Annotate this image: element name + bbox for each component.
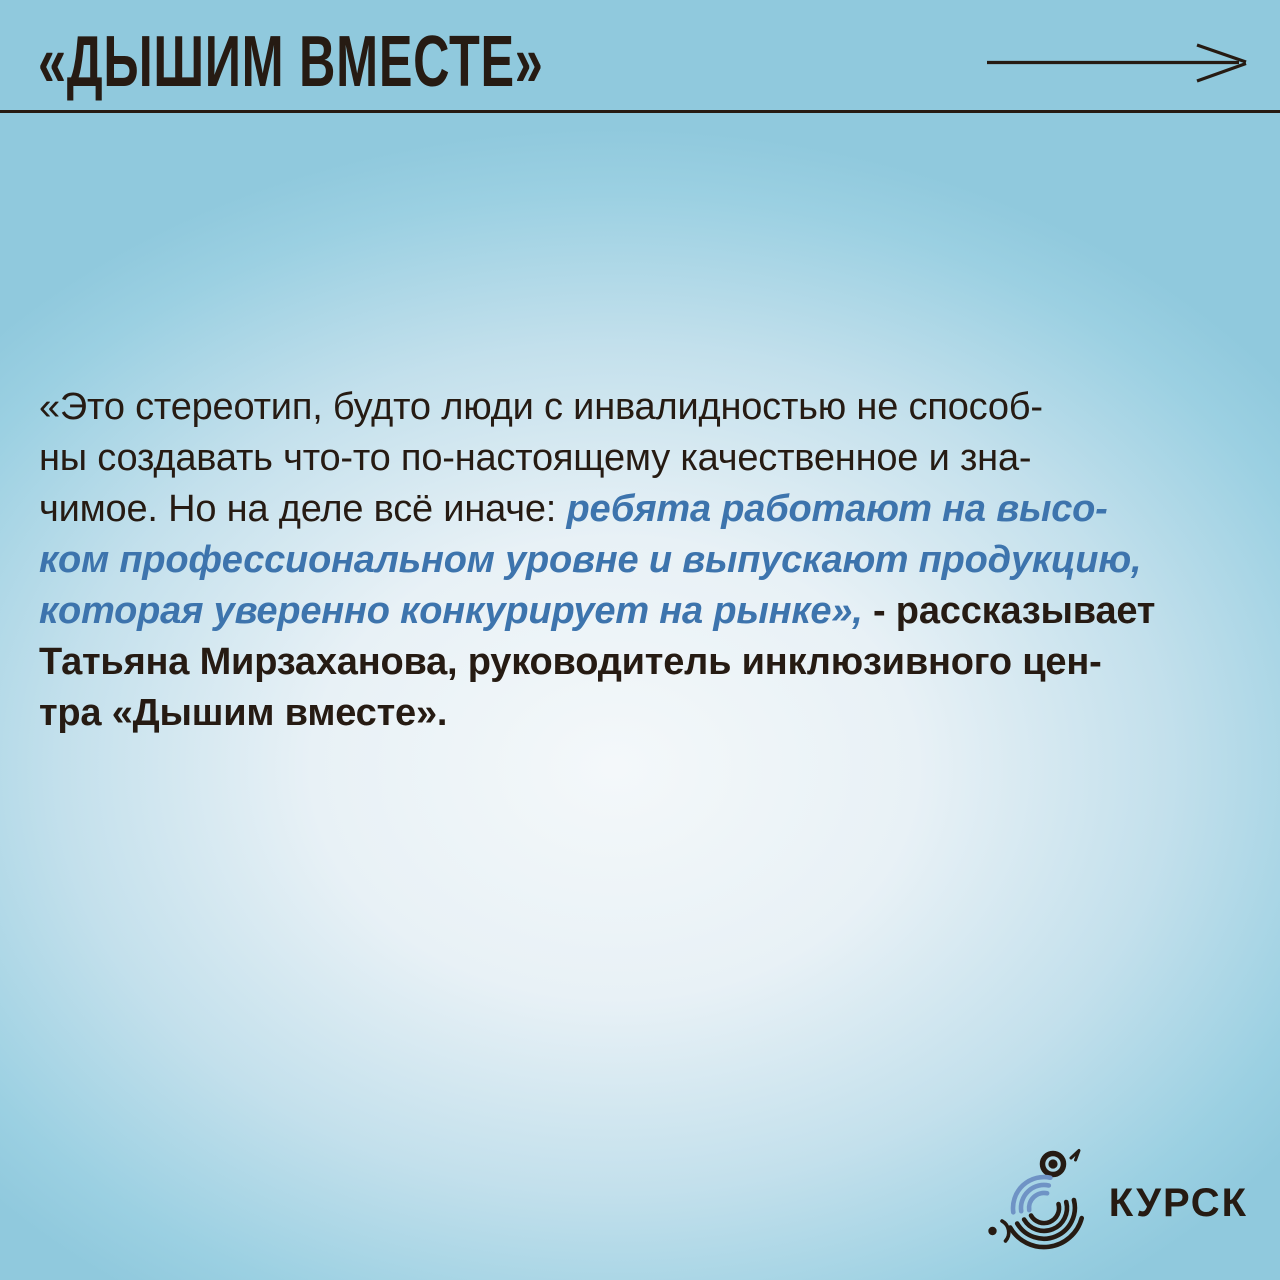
quote-segment-accent: ребята работают на высо- xyxy=(566,488,1108,530)
quote-segment-accent: ком профессиональном уровне и выпускают продукцию, xyxy=(39,539,1142,581)
quote-line xyxy=(39,535,1254,586)
nightingale-soundwaves-icon xyxy=(987,1142,1099,1260)
quote-line xyxy=(39,484,1254,535)
quote-text xyxy=(39,382,1254,739)
page-title: «ДЫШИМ ВМЕСТЕ» xyxy=(38,22,544,102)
quote-segment-bold: - рассказывает xyxy=(862,590,1156,632)
quote-line xyxy=(39,433,1254,484)
logo xyxy=(987,1142,1248,1260)
quote-line xyxy=(39,382,1254,433)
quote-segment-bold: Татьяна Мирзаханова, руководитель инклюзивного цен- xyxy=(39,641,1102,683)
quote-segment-regular: ны создавать что-то по-настоящему качественное и зна- xyxy=(39,437,1032,479)
quote-line xyxy=(39,637,1254,688)
quote-segment-regular: чимое. Но на деле всё иначе: xyxy=(39,488,567,530)
quote-segment-regular: «Это стереотип, будто люди с инвалидностью не способ- xyxy=(39,386,1043,428)
quote-line xyxy=(39,688,1254,739)
quote-segment-bold: тра «Дышим вместе». xyxy=(39,692,448,734)
quote-line xyxy=(39,586,1254,637)
quote-segment-accent: которая уверенно конкурирует на рынке», xyxy=(39,590,863,632)
header-divider xyxy=(0,110,1280,113)
arrow-right-icon xyxy=(985,42,1249,84)
logo-text: КУРСК xyxy=(1108,1180,1248,1225)
